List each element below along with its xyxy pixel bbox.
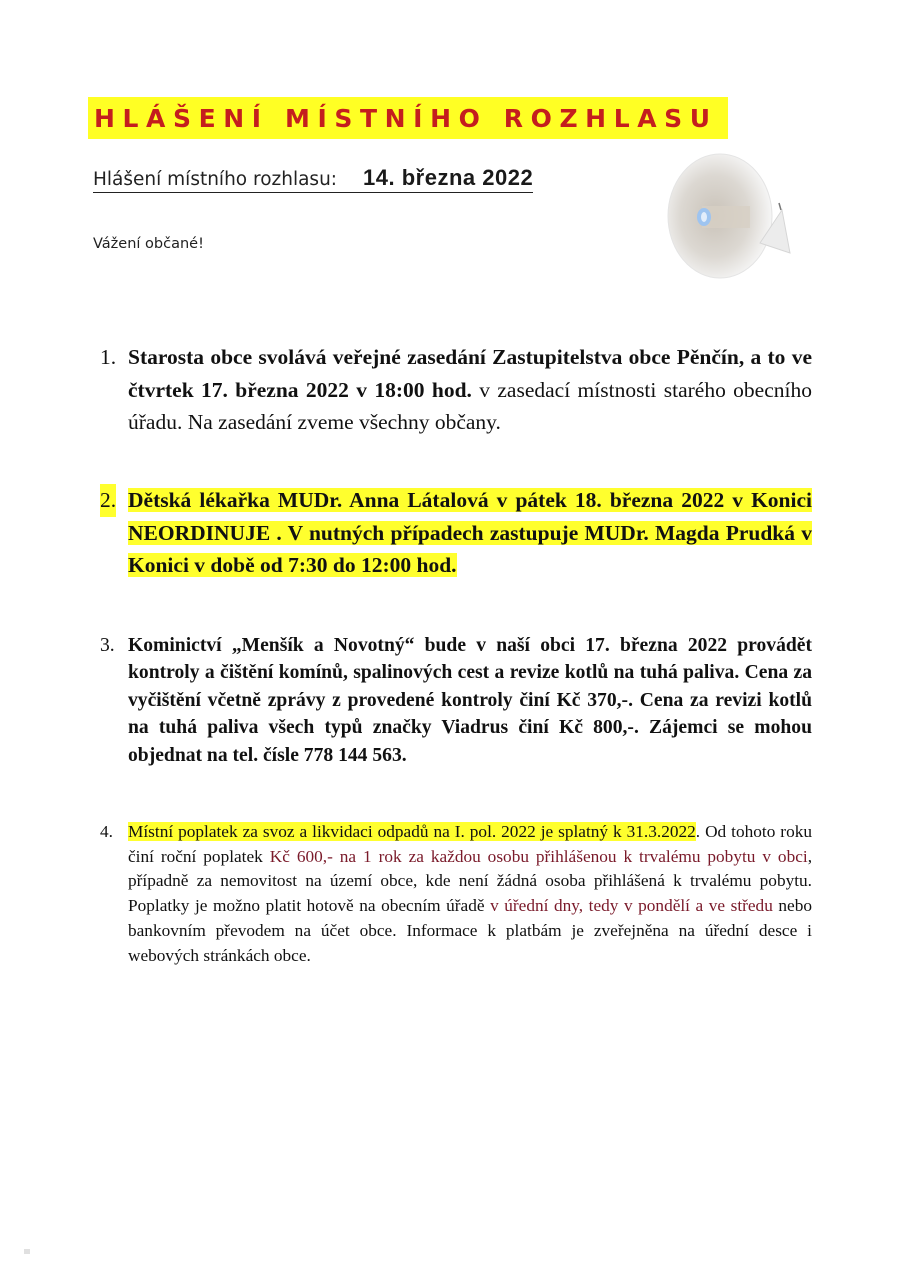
- loudspeaker-icon: [660, 148, 810, 283]
- item-4-office-days-text: v úřední dny, tedy v pondělí a ve středu: [490, 896, 773, 916]
- item-4-highlighted-text: Místní poplatek za svoz a likvidaci odpadů na I. pol. 2022 je splatný k 31.3.2022: [128, 822, 696, 841]
- item-2-text: Dětská lékařka MUDr. Anna Látalová v pátek 18. března 2022 v Konici NEORDINUJE . V nutných případech zastupuje MUDr. Magda Prudká v Konici v době od 7:30 do 12:00 hod.: [128, 488, 812, 577]
- item-number: 2.: [100, 484, 116, 517]
- item-4-text-part3: nebo bankovním převodem na účet obce. Informace k platbám je zveřejněna na úřední desce i webových stránkách obce.: [128, 896, 812, 965]
- item-number: 1.: [100, 345, 117, 369]
- announcement-date: 14. března 2022: [363, 165, 534, 190]
- announcement-subtitle: [93, 165, 533, 193]
- announcement-item-4: [100, 820, 812, 968]
- greeting: Vážení občané!: [93, 236, 204, 252]
- title-banner: [88, 97, 728, 139]
- announcement-item-2: [100, 484, 812, 582]
- document-title: HLÁŠENÍ MÍSTNÍHO ROZHLASU: [94, 103, 718, 133]
- item-1-bold-text: Starosta obce svolává veřejné zasedání Zastupitelstva obce Pěnčín, a to ve čtvrtek 17. března 2022 v 18:00 hod.: [128, 345, 812, 402]
- announcement-item-1: [100, 341, 812, 439]
- item-1-text: v zasedací místnosti starého obecního úřadu. Na zasedání zveme všechny občany.: [128, 377, 812, 434]
- item-number: 3.: [100, 635, 115, 656]
- announcement-item-3: [100, 632, 812, 769]
- item-4-text-part1: Od tohoto roku činí roční poplatek: [128, 822, 812, 866]
- item-4-period: .: [695, 822, 701, 841]
- item-4-fee-text: Kč 600,- na 1 rok za každou osobu přihlášenou k trvalému pobytu v obci: [269, 846, 808, 866]
- item-number: 4.: [100, 822, 113, 841]
- subtitle-label: Hlášení místního rozhlasu:: [93, 169, 338, 190]
- item-4-text-part2: , případně za nemovitost na území obce, kde není žádná osoba přihlášená k trvalému pobytu. Poplatky je možno platit hotově na obecním úřadě: [128, 846, 813, 916]
- scan-artifact: [24, 1249, 30, 1254]
- item-3-text: Kominictví „Menšík a Novotný“ bude v naší obci 17. března 2022 provádět kontroly a čištění komínů, spalinových cest a revize kotlů na tuhá paliva. Cena za vyčištění včetně zprávy z provedené kontroly činí Kč 370,-. Cena za revizi kotlů na tuhá paliva všech typů značky Viadrus činí Kč 800,-. Zájemci se mohou objednat na tel. čísle 778 144 563.: [128, 635, 812, 766]
